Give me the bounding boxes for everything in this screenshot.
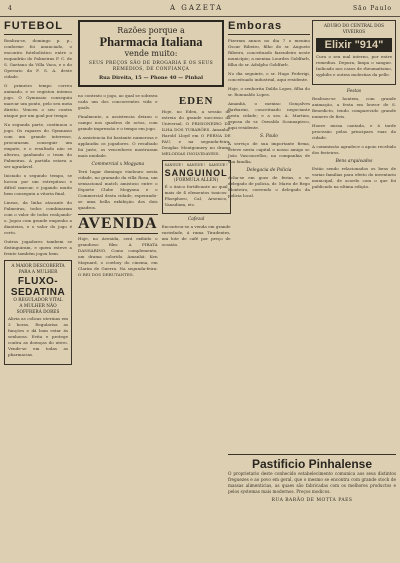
- masthead-city: São Paulo: [353, 5, 392, 12]
- masthead: [0, 0, 400, 17]
- ad-line: vende muito:: [124, 49, 178, 58]
- ad-body: É o único fortificante ao qual mais de 4 elementos tonicos: Phosphoro, Cal, Arsenico, Vanadium, etc.: [164, 184, 228, 207]
- subcolumn-left: [78, 93, 158, 281]
- section-heading-eden: EDEN: [178, 95, 214, 107]
- ad-elixir-914: [312, 20, 396, 85]
- section-heading-festas: Festas: [346, 89, 362, 94]
- ad-pharmacia-italiana: [78, 20, 224, 87]
- section-heading-emboras: Emboras: [228, 20, 310, 35]
- article-paragraph: Hoje, o senhorita Dalila Lopes, filha do sr. Romualdo Lopes.: [228, 86, 310, 97]
- ad-reason: SEUS PREÇOS SÃO DE DROGARIA E OS SEUS REMEDIOS, DE CONFIANÇA: [88, 61, 214, 72]
- article-paragraph: Outros jogadores tambem se distinguiram, e quem esteve a frente também jogou bem.: [4, 239, 72, 256]
- ad-subline: A MULHER NÃO SOFFRERÁ DORES: [16, 304, 60, 315]
- article-paragraph: Amanhã, o menino Gonçalves Barbarini, conceituado negociante nesta cidade; e a sra. A. Martins, esposa do sr. Oswaldo Scannapieco, aqui residente.: [228, 101, 310, 130]
- article-paragraph: O primeiro tempo correu animado, e se registou intenso jogo. O Gymnasio conseguiu marcar um ponto, pelo seu meia direito. Venceu o seu contra ataque por um goal por tempo.: [4, 83, 72, 118]
- ad-address: Rua Direita, 15 — Phone 40 — Pinhal: [99, 75, 203, 81]
- article-paragraph: Lineas, da linha atacante do Palmeiras, todos combinaram com o valor de todos realçando-o. Jogou com grande empenho a dianteira, e o valor do jogo é certo.: [4, 200, 72, 235]
- ad-brand: FLUXO-SEDATINA: [10, 276, 66, 298]
- article-paragraph: Hoje, no Eden, a sessão de estreia do grande successo da Universal, O PRISIONEIRO DA ILHA DOS TUBARÕES. Amanhã: Harold Lloyd em O PERNA DE PAU, e na segunda-feira, Douglas Montgomery no drama MELODIAS INOLVIDAVEIS.: [161, 109, 231, 156]
- newspaper-title: A GAZETA: [170, 4, 224, 12]
- subcolumn-right: [162, 93, 231, 281]
- column-sports: [4, 20, 72, 560]
- article-paragraph: Acha-se em gozo de ferias, o sr. delegado de policia, dr. Mario de Rego Monteiro, correndo o delegado da policia local.: [228, 175, 310, 198]
- ad-pharmacy-name: Pharmacia Italiana: [99, 35, 203, 49]
- article-paragraph: Fizeram annos no dia 7 o menino Oscar Ribeiro, filho do sr. Augusto Ribeiro, conceituado fazendeiro neste município; a menina Lourdes Goldfarb, filha do sr. Adolpho Goldfarb.: [228, 38, 310, 67]
- column-main: [78, 20, 231, 560]
- two-column-block: [78, 93, 231, 281]
- ad-line: Razões porque a: [117, 26, 185, 35]
- section-heading-avenida: AVENIDA: [78, 215, 158, 232]
- article-paragraph: Iniciado o segundo tempo, se lucrou por um estrepitoso e difícil marcar, e jogando muito bem conseguiu a vitoria final.: [4, 173, 72, 196]
- article-paragraph: A assistencia foi bastante numerosa e applaudiu os jogadores. O resultado foi justo, os vencedores mostraram mais unidade.: [78, 135, 158, 158]
- ad-sanguinol: [162, 160, 231, 214]
- ad-body: Alivia as colicas uterinas em 3 horas. Regularisa as funções e dá bom estar ás senhoras. Evita e protege contra as doenças do utero. Vende-se em todas as pharmacias.: [8, 316, 68, 357]
- section-heading-commercial: Commercial x Mogyana: [91, 162, 145, 167]
- article-paragraph: Houve missa cantada, e á tarde procissão pelas principaes ruas da cidade.: [312, 123, 396, 140]
- ad-stamps: [165, 163, 228, 167]
- section-heading-delegacia: Delegacia de Policia: [246, 168, 292, 173]
- ad-fluxo-sedatina: [4, 260, 72, 365]
- ad-pastificio-pinhalense: [228, 454, 396, 558]
- article-paragraph: no contrato o jogo, ao qual se sobrava cada um dos concorrentes vida e goals.: [78, 93, 158, 110]
- ad-brand: Pastificio Pinhalense: [228, 454, 396, 471]
- article-paragraph: Na segunda parte, continuou o jogo. Os rapazes do Gymnasio com um grande interesse, procuraram conseguir um empate, e o resultado não se alterou, ganhando o team do Palmeiras. A partida estava a ser agradavel.: [4, 122, 72, 169]
- article-paragraph: Terá lugar domingo vindouro nesta cidade, no gramado da villa Rosa, um sensacional match amistoso entre o Esporte Clube Mogyana e o Commercial desta cidade, esperando-se uma bella exhibição dos dois quadros.: [78, 169, 158, 210]
- ad-brand: Elixir "914": [316, 38, 392, 52]
- section-heading-bens: Bens arquivados: [335, 159, 373, 164]
- ad-tagline: ADUBO DO CENTRAL DOS VIVEIROS: [323, 24, 385, 35]
- section-heading-sao-paulo: S. Paulo: [260, 134, 278, 139]
- ad-body: Cura o seu mal interno, por entre remedios. Depura, limpa o sangue. Indicado nos casos de rheumatismo, syphilis e outras molestias da pelle.: [316, 54, 392, 77]
- article-paragraph: No dia seguinte, o sr. Hugo Federigi, conceituado industrial, aqui residente.: [228, 71, 310, 82]
- section-heading-futebol: FUTEBOL: [4, 20, 72, 35]
- article-paragraph: Realiza-se, domingo p. p., conforme foi anunciado, o encontro futebolistico entre o esquadrão do Palmeiras F. C. de S. Gaetano da Villa Vaca, e o do Operario da F. S. A. deste cidade.: [4, 38, 72, 79]
- article-paragraph: Finalmente, a assistencia deixou o campo nos quadros de actos, com grande impressão e o tempo em jogo.: [78, 114, 158, 131]
- article-paragraph: Hoje, no Avenida, será exibido o grandioso film: A PIRATA DANSARINO. Como complemento, um drama colorido. Amanhã: Ken Maynard, o cowboy do cinema, em Clarim de Guerra. Na segunda-feira: O REI DOS DEBUTANTES.: [78, 236, 158, 277]
- ad-brand: SANGUINOL: [164, 168, 228, 178]
- ad-stamp: SANGUE !: [186, 163, 206, 167]
- section-heading-cafezal: Cafezal: [187, 217, 205, 222]
- ad-body: O proprietario deste conhecido estabelecimento comunica aos seus distintos freguezes e ao povo em geral, que o mesmo se encontra com grande stock de massas alimenticias, as quaes são fabricadas com os melhores productos e pelos systemas mais modernos. Preços modicos.: [228, 471, 396, 494]
- ad-subline: O REGULADOR VITAL: [13, 298, 63, 303]
- article-paragraph: A serviço de sua importante firma, esteve nesta capital o nosso amigo sr. João Vasconcellos, na companhia de sua família.: [228, 141, 310, 164]
- ad-tagline: A MAIOR DESCOBERTA PARA A MULHER: [11, 264, 65, 275]
- ad-stamp: SANGUE !: [164, 163, 184, 167]
- article-paragraph: A commissão agradece o apoio recebido dos festeiros.: [312, 144, 396, 155]
- article-paragraph: Encontrou-se a venda em grande variedade, á ruma Tiradentes, um lote de café por preço de ocasião.: [161, 224, 231, 247]
- page-number: 4: [8, 5, 13, 12]
- ad-subline: (FORMULA ALLEN): [174, 178, 219, 183]
- article-paragraph: Estão sendo relacionados os bens de varias familias para efeito do inventario municipal, de acordo com o que foi publicado na ultima edição.: [312, 166, 396, 189]
- ad-address: RUA BARÃO DE MOTTA PAES: [271, 498, 353, 503]
- article-paragraph: Realisou-se hontem, com grande animação, a festa em louvor de S. Benedicto, tendo comparecido grande numero de fieis.: [312, 96, 396, 119]
- ad-stamp: SANGUE !: [208, 163, 228, 167]
